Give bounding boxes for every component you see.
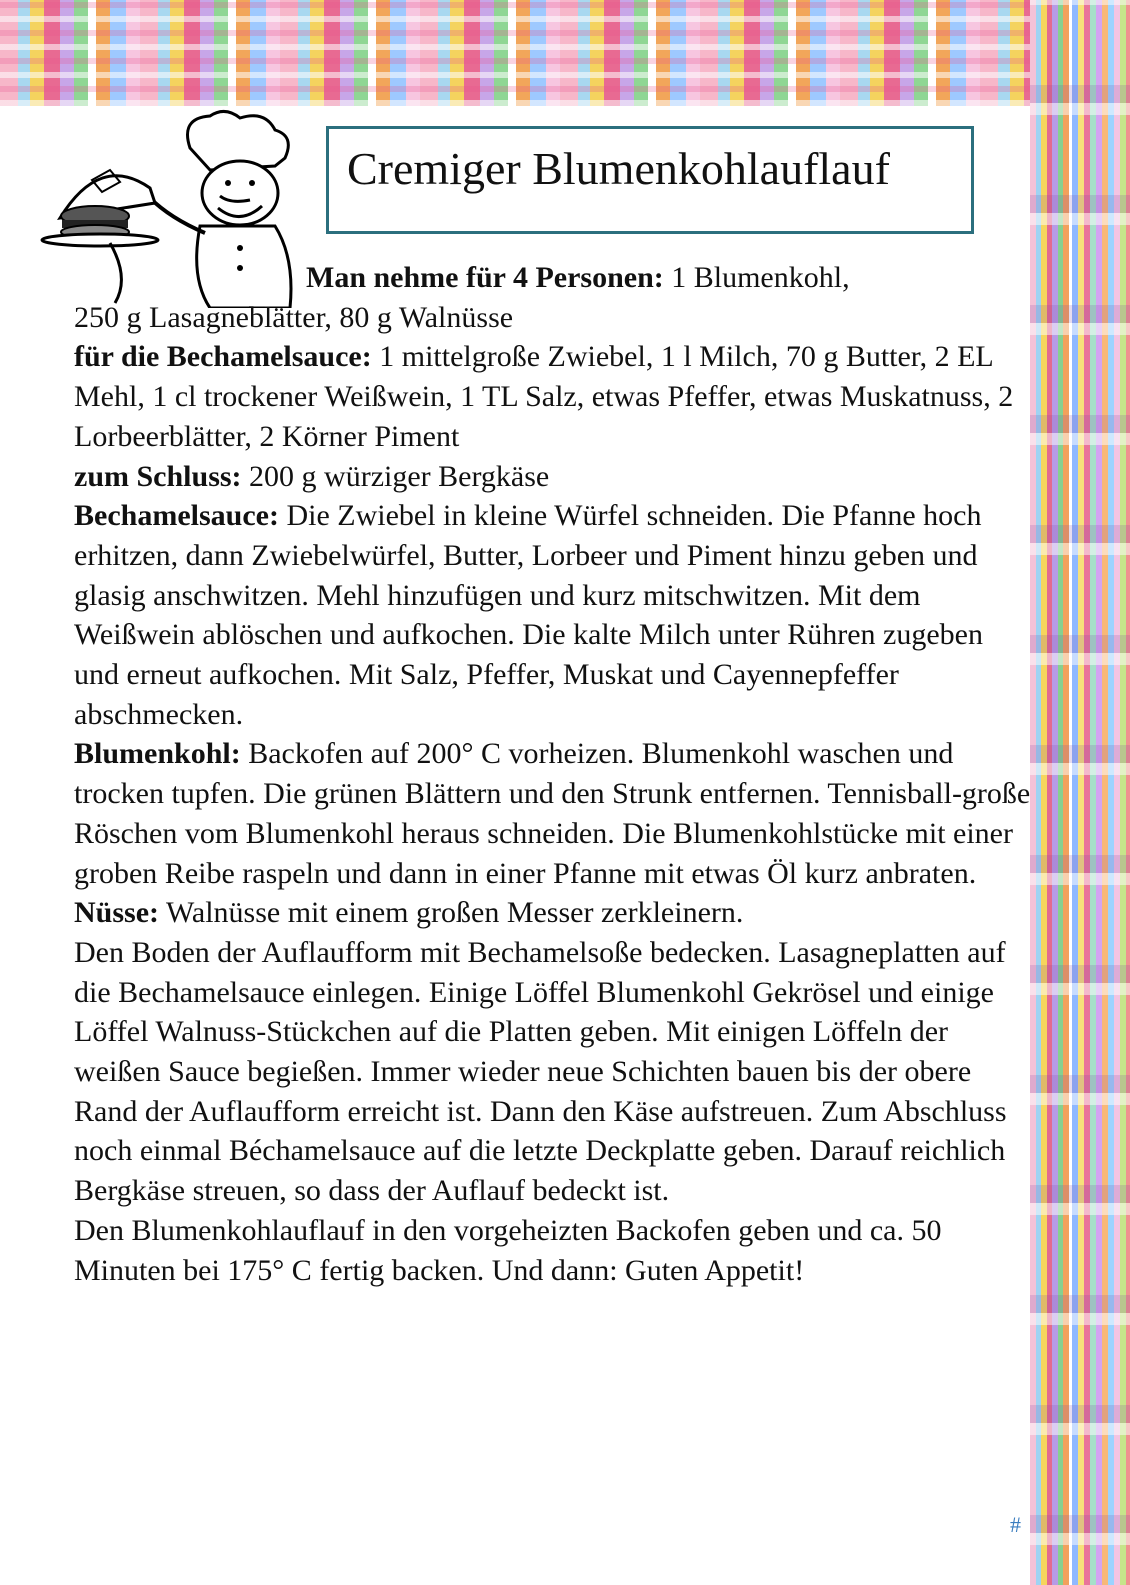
ingredients-sauce	[74, 337, 1034, 456]
step-cauliflower	[74, 734, 1034, 893]
recipe-body	[74, 258, 1034, 1290]
step-assembly: Den Boden der Auflaufform mit Bechamelsoße bedecken. Lasagneplatten auf die Bechamelsauce einlegen. Einige Löffel Blumenkohl Gekrösel und einige Löffel Walnuss-Stückchen auf die Platten geben. Mit einigen Löffeln der weißen Sauce begießen. Immer wieder neue Schichten bauen bis der obere Rand der Auflaufform erreicht ist. Dann den Käse aufstreuen. Zum Abschluss noch einmal Béchamelsauce auf die letzte Deckplatte geben. Darauf reichlich Bergkäse streuen, so dass der Auflauf bedeckt ist.	[74, 935, 1007, 1208]
ingredients-line1: 1 Blumenkohl,	[663, 261, 850, 294]
step-sauce-heading: Bechamelsauce:	[74, 499, 279, 533]
step-nuts-heading: Nüsse:	[74, 896, 160, 930]
page-number: #	[1010, 1512, 1021, 1537]
step-cauliflower-heading: Blumenkohl:	[74, 737, 241, 771]
ingredients-intro	[74, 258, 1034, 298]
recipe-title: Cremiger Blumenkohlauflauf	[347, 143, 890, 194]
step-baking: Den Blumenkohlauflauf in den vorgeheizten Backofen geben und ca. 50 Minuten bei 175° C fertig backen. Und dann: Guten Appetit!	[74, 1213, 942, 1287]
step-cauliflower-text: Backofen auf 200° C vorheizen. Blumenkohl waschen und trocken tupfen. Die grünen Blättern und den Strunk entfernen. Tennisball-große Röschen vom Blumenkohl heraus schneiden. Die Blumenkohlstücke mit einer groben Reibe raspeln und dann in einer Pfanne mit etwas Öl kurz anbraten.	[74, 737, 1031, 890]
ingredients-final	[74, 457, 1034, 497]
step-nuts-text: Walnüsse mit einem großen Messer zerkleinern.	[159, 896, 744, 930]
ingredients-final-text: 200 g würziger Bergkäse	[241, 459, 550, 493]
decorative-right-border	[1030, 0, 1130, 1585]
step-sauce-text: Die Zwiebel in kleine Würfel schneiden. Die Pfanne hoch erhitzen, dann Zwiebelwürfel, Butter, Lorbeer und Piment hinzu geben und glasig anschwitzen. Mehl hinzufügen und kurz mitschwitzen. Mit dem Weißwein ablöschen und aufkochen. Die kalte Milch unter Rühren zugeben und erneut aufkochen. Mit Salz, Pfeffer, Muskat und Cayennepfeffer abschmecken.	[74, 499, 983, 731]
ingredients-sauce-text: 1 mittelgroße Zwiebel, 1 l Milch, 70 g Butter, 2 EL Mehl, 1 cl trockener Weißwein, 1 TL Salz, etwas Pfeffer, etwas Muskatnuss, 2 Lorbeerblätter, 2 Körner Piment	[74, 340, 1014, 453]
title-box	[326, 126, 974, 234]
ingredients-line2: 250 g Lasagneblätter, 80 g Walnüsse	[74, 300, 514, 334]
ingredients-final-heading: zum Schluss:	[74, 459, 242, 493]
decorative-top-border	[0, 0, 1130, 106]
step-nuts	[74, 893, 1034, 933]
ingredients-sauce-heading: für die Bechamelsauce:	[74, 340, 372, 374]
ingredients-heading: Man nehme für 4 Personen:	[306, 261, 664, 294]
step-sauce	[74, 496, 1034, 734]
